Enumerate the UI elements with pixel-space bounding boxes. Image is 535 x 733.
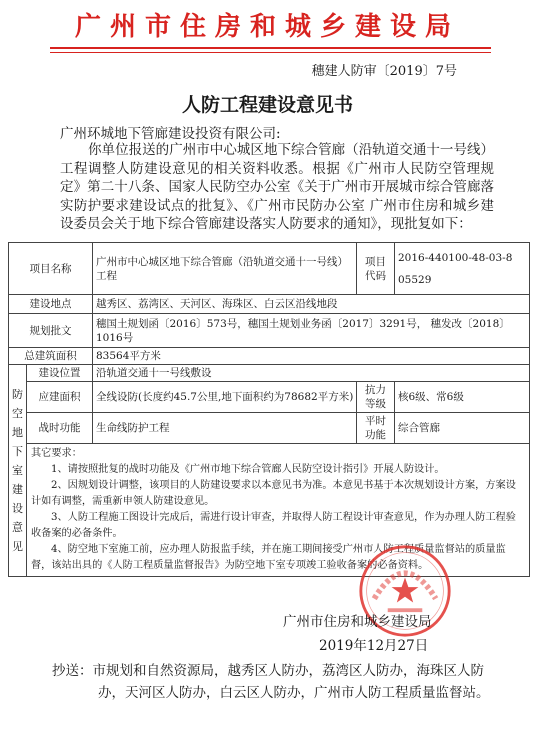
document-number: 穗建人防审〔2019〕7号	[311, 64, 457, 79]
project-name-label: 项目名称	[9, 243, 93, 295]
peacetime-function-label: 平时功能	[357, 413, 395, 444]
total-area-value: 83564平方米	[93, 348, 530, 365]
approval-table	[8, 242, 530, 577]
requirement-item: 2、因规划设计调整，该项目的人防建设要求以本意见书为准。本意见书基于本次规划设计方案，方案设计如有调整，需重新申领人防建设意见。	[31, 480, 516, 507]
header-rule-thin	[50, 52, 491, 53]
cc-line: 市规划和自然资源局，越秀区人防办，荔湾区人防办，海珠区人防	[92, 663, 484, 679]
agency-header-title: 广州市住房和城乡建设局	[74, 12, 460, 42]
issuer-signature: 广州市住房和城乡建设局	[283, 614, 432, 630]
other-requirements-title: 其它要求：	[31, 448, 82, 459]
body-line: 你单位报送的广州市中心城区地下综合管廊（沿轨道交通十	[88, 142, 440, 158]
document-title: 人防工程建设意见书	[181, 94, 353, 116]
body-line: 人民防空管理规定》第二十八条、国家人民防空办公室《关于广	[60, 160, 495, 196]
project-code-line: 05529	[398, 273, 432, 286]
civil-defense-section-label: 防 空 地 下 室 建 设 意 见	[9, 365, 27, 577]
cc-block	[52, 660, 492, 704]
header-rule-thick	[50, 47, 491, 49]
build-position-value: 沿轨道交通十一号线敷设	[93, 365, 530, 382]
body-paragraph	[60, 141, 494, 234]
requirement-item: 3、人防工程施工图设计完成后，需进行设计审查，并取得人防工程设计审查意见，作为办理人防工程验收备案的必备条件。	[31, 512, 516, 539]
project-code-line: 2016-440100-48-03-8	[398, 251, 513, 264]
wartime-function-value: 生命线防护工程	[93, 413, 357, 444]
location-label: 建设地点	[9, 295, 93, 314]
wartime-function-label: 战时功能	[27, 413, 93, 444]
build-position-label: 建设位置	[27, 365, 93, 382]
total-area-label: 总建筑面积	[9, 348, 93, 365]
project-code-value	[395, 243, 530, 295]
recipient: 广州环城地下管廊建设投资有限公司:	[60, 126, 281, 142]
project-code-label: 项目代码	[357, 243, 395, 295]
peacetime-function-value: 综合管廊	[395, 413, 530, 444]
resist-level-label: 抗力等级	[357, 382, 395, 413]
body-line: 一号线）工程调整人防建设意见的相关资料收悉。根据《广州市	[60, 142, 495, 177]
resist-level-value: 核6级、常6级	[395, 382, 530, 413]
body-line: 设落实人防要求的通知》，现批复如下：	[235, 216, 472, 233]
other-requirements	[27, 444, 530, 577]
cc-line: 办，天河区人防办，白云区人防办，广州市人防工程质量监督站。	[98, 685, 490, 701]
body-line: 民防办公室 广州市住房和城乡建设委员会关于地下综合管廊建	[60, 197, 495, 233]
plan-approval-value: 穗国土规划函〔2016〕573号，穗国土规划业务函〔2017〕3291号， 穗发改〔2018〕1016号	[93, 314, 530, 348]
cc-label: 抄送：	[52, 663, 93, 679]
requirement-item: 1、请按照批复的战时功能及《广州市地下综合管廊人民防空设计指引》开展人防设计。	[51, 464, 445, 475]
project-name-value: 广州市中心城区地下综合管廊（沿轨道交通十一号线）工程	[93, 243, 357, 295]
location-value: 越秀区、荔湾区、天河区、海珠区、白云区沿线地段	[93, 295, 530, 314]
issue-date: 2019年12月27日	[319, 638, 429, 654]
requirement-item: 4、防空地下室施工前，应办理人防报监手续，并在施工期间接受广州市人防工程质量监督站的质量监督，该站出具的《人防工程质量监督报告》为防空地下室专项竣工验收备案的必备资料。	[31, 544, 506, 571]
body-line: 州市开展城市综合管廊落实防护要求建设试点的批复》、《广州市	[60, 179, 495, 214]
wartime-area-value: 全线设防(长度约45.7公里,地下面积约为78682平方米)	[93, 382, 357, 413]
wartime-area-label: 应建面积	[27, 382, 93, 413]
plan-approval-label: 规划批文	[9, 314, 93, 348]
